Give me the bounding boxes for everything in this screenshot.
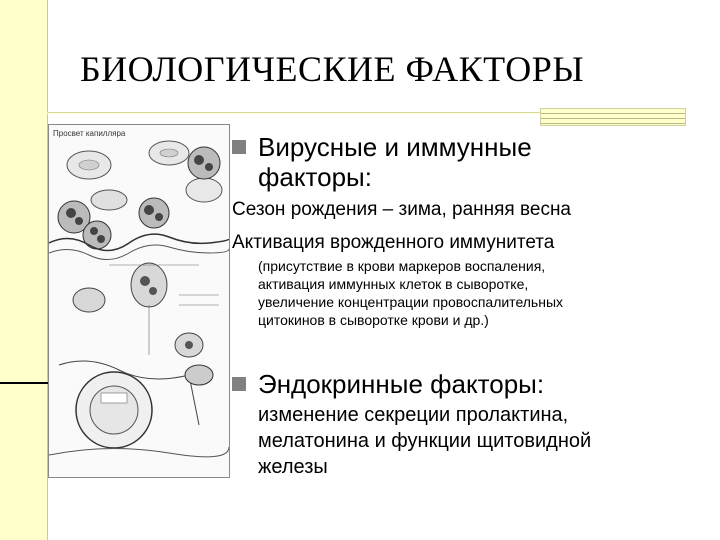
- detail-line: цитокинов в сыворотке крови и др.): [258, 312, 489, 328]
- decorative-lines-box: [540, 108, 686, 126]
- slide-title: БИОЛОГИЧЕСКИЕ ФАКТОРЫ: [80, 49, 585, 89]
- left-accent-band: [0, 0, 47, 540]
- section1-heading-line1: Вирусные и иммунные: [258, 132, 532, 162]
- detail-line: активация иммунных клеток в сыворотке,: [258, 276, 529, 292]
- illustration-svg: [49, 125, 229, 477]
- section2-heading: Эндокринные факторы:: [258, 369, 545, 399]
- detail-line: (присутствие в крови маркеров воспаления,: [258, 258, 546, 274]
- season-line: Сезон рождения – зима, ранняя весна: [232, 199, 572, 220]
- endocrine-line: железы: [258, 456, 328, 478]
- endocrine-body: [258, 402, 708, 480]
- bullet-square-icon: [232, 377, 246, 391]
- activation-line: Активация врожденного иммунитета: [232, 232, 555, 253]
- detail-line: увеличение концентрации провоспалительных: [258, 294, 564, 310]
- section1-heading-line2: факторы:: [258, 162, 372, 192]
- endocrine-line: изменение секреции пролактина,: [258, 404, 569, 426]
- section-virus-immune: [232, 132, 532, 192]
- section-endocrine: [232, 369, 544, 399]
- capillary-illustration: [48, 124, 230, 478]
- left-divider: [0, 382, 50, 384]
- bullet-square-icon: [232, 140, 246, 154]
- figure-label-top: Просвет капилляра: [53, 129, 126, 138]
- endocrine-line: мелатонина и функции щитовидной: [258, 430, 592, 452]
- activation-details: [258, 257, 698, 329]
